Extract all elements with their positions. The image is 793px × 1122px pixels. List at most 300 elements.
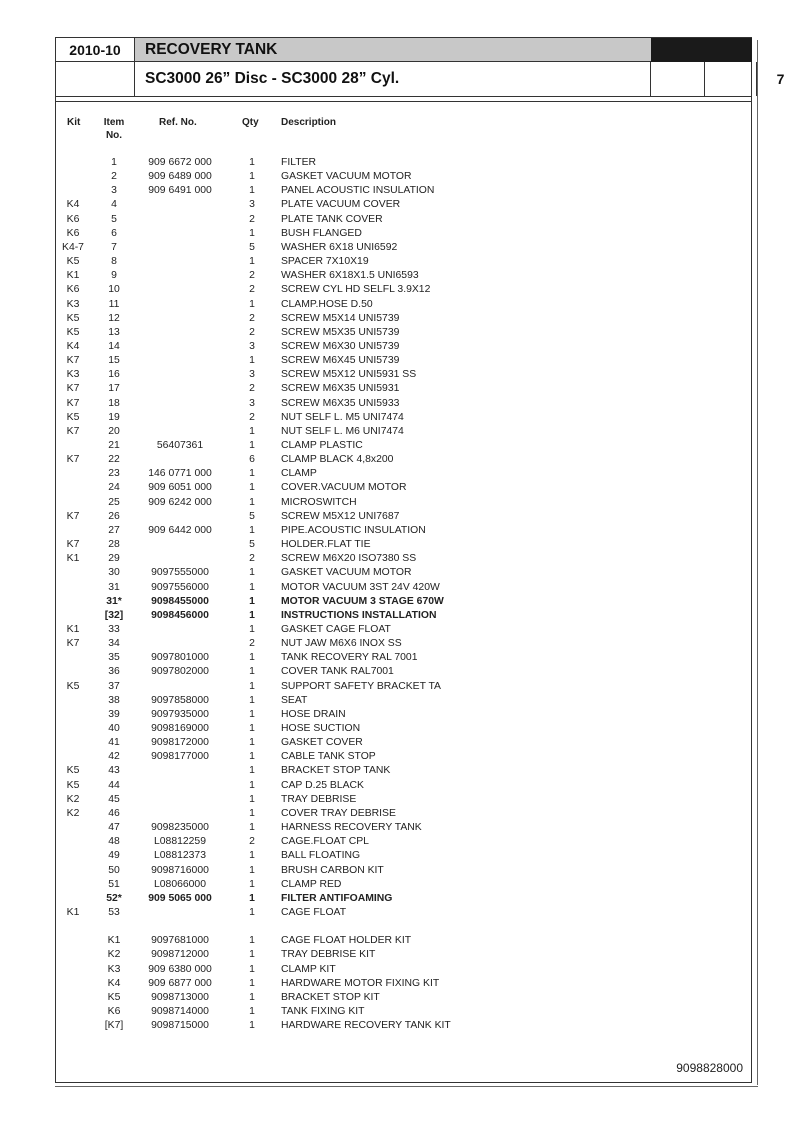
cell-desc: CAGE FLOAT xyxy=(281,906,347,918)
cell-qty: 2 xyxy=(249,312,255,324)
cell-item: 4 xyxy=(111,199,117,211)
cell-desc: BALL FLOATING xyxy=(281,850,361,862)
cell-ref: 56407361 xyxy=(156,440,204,451)
cell-desc: GASKET CAGE FLOAT xyxy=(281,623,391,635)
cell-qty: 2 xyxy=(249,213,255,225)
cell-desc: CAGE FLOAT HOLDER KIT xyxy=(281,935,412,947)
cell-item: 25 xyxy=(108,496,120,508)
cell-ref: 9098235000 xyxy=(151,822,209,834)
table-row xyxy=(0,849,793,863)
cell-qty: 1 xyxy=(249,609,255,621)
cell-desc: MICROSWITCH xyxy=(281,496,357,508)
cell-qty: 1 xyxy=(249,666,255,678)
cell-qty: 3 xyxy=(249,369,255,381)
cell-ref: 909 6380 000 xyxy=(148,963,212,975)
table-row xyxy=(0,241,793,255)
section-title: RECOVERY TANK xyxy=(135,38,651,62)
cell-item: K5 xyxy=(107,991,121,1003)
cell-qty: 1 xyxy=(249,793,255,805)
cell-qty: 2 xyxy=(249,326,255,338)
cell-desc: NUT SELF L. M5 UNI7474 xyxy=(281,411,404,423)
table-row xyxy=(0,170,793,184)
cell-item: 44 xyxy=(108,779,120,791)
cell-item: 37 xyxy=(108,680,120,692)
model-title: SC3000 26” Disc - SC3000 28” Cyl. xyxy=(135,62,651,96)
table-row xyxy=(0,779,793,793)
cell-item: 19 xyxy=(108,411,120,423)
cell-item: 49 xyxy=(108,850,120,862)
cell-ref: 909 6491 000 xyxy=(148,185,212,197)
table-row xyxy=(0,892,793,906)
cell-qty: 1 xyxy=(249,892,255,904)
cell-item: 34 xyxy=(108,638,120,650)
table-row xyxy=(0,198,793,212)
cell-item: 13 xyxy=(108,326,120,338)
cell-desc: INSTRUCTIONS INSTALLATION xyxy=(281,609,437,621)
cell-item: K6 xyxy=(107,1006,121,1017)
cell-desc: BUSH FLANGED xyxy=(281,227,362,239)
table-row xyxy=(0,722,793,736)
cell-desc: CLAMP RED xyxy=(281,878,342,890)
cell-kit: K2 xyxy=(66,793,80,805)
cell-item: 38 xyxy=(108,694,120,706)
cell-kit: K3 xyxy=(66,298,80,310)
cell-item: 31* xyxy=(106,595,122,607)
cell-desc: PLATE VACUUM COVER xyxy=(281,199,401,211)
cell-ref: 9097681000 xyxy=(151,935,209,947)
col-head-kit: Kit xyxy=(67,117,81,128)
cell-item: 24 xyxy=(108,482,120,494)
cell-qty: 1 xyxy=(249,765,255,777)
cell-desc: GASKET COVER xyxy=(281,737,363,749)
cell-qty: 1 xyxy=(249,963,255,975)
cell-ref: 9097858000 xyxy=(151,694,209,706)
cell-desc: SCREW M6X35 UNI5931 xyxy=(281,383,400,395)
cell-qty: 1 xyxy=(249,482,255,494)
cell-ref: 9098712000 xyxy=(151,949,209,961)
table-row xyxy=(0,227,793,241)
cell-ref: 9097935000 xyxy=(151,708,209,720)
cell-qty: 2 xyxy=(249,383,255,395)
table-row xyxy=(0,496,793,510)
table-row xyxy=(0,665,793,679)
cell-ref: 9098172000 xyxy=(151,737,209,749)
cell-desc: HARDWARE MOTOR FIXING KIT xyxy=(281,977,440,989)
table-row xyxy=(0,793,793,807)
table-row xyxy=(0,326,793,340)
cell-desc: COVER TRAY DEBRISE xyxy=(281,807,396,819)
cell-qty: 1 xyxy=(249,567,255,579)
cell-ref: 909 5065 000 xyxy=(148,892,212,904)
cell-kit: K5 xyxy=(66,765,80,777)
cell-item: 17 xyxy=(108,383,120,395)
cell-qty: 6 xyxy=(249,454,255,466)
kit-row xyxy=(0,1005,793,1019)
cell-desc: TRAY DEBRISE xyxy=(281,793,357,805)
cell-item: 39 xyxy=(108,708,120,720)
cell-desc: GASKET VACUUM MOTOR xyxy=(281,567,412,579)
cell-item: 22 xyxy=(108,454,120,466)
cell-ref: 9097556000 xyxy=(151,581,209,593)
cell-item: 27 xyxy=(108,524,120,536)
cell-item: 36 xyxy=(108,666,120,678)
cell-item: 35 xyxy=(108,652,120,664)
cell-item: 6 xyxy=(111,227,117,239)
cell-item: 21 xyxy=(108,440,120,451)
cell-desc: TANK RECOVERY RAL 7001 xyxy=(281,652,418,664)
cell-qty: 5 xyxy=(249,510,255,522)
cell-kit: K1 xyxy=(66,623,80,635)
table-row xyxy=(0,467,793,481)
cell-desc: BRACKET STOP KIT xyxy=(281,991,380,1003)
cell-item: 31 xyxy=(108,581,120,593)
table-row xyxy=(0,269,793,283)
kit-row xyxy=(0,1019,793,1033)
cell-kit: K7 xyxy=(66,383,80,395)
table-row xyxy=(0,453,793,467)
col-head-item-line1: Item xyxy=(103,117,125,128)
cell-ref: 9098177000 xyxy=(151,751,209,763)
cell-desc: GASKET VACUUM MOTOR xyxy=(281,171,412,183)
cell-qty: 1 xyxy=(249,751,255,763)
cell-desc: TANK FIXING KIT xyxy=(281,1006,365,1017)
cell-ref: 909 6672 000 xyxy=(148,157,212,168)
cell-kit: K1 xyxy=(66,270,80,282)
cell-qty: 1 xyxy=(249,864,255,876)
col-head-ref: Ref. No. xyxy=(159,117,197,128)
cell-qty: 1 xyxy=(249,595,255,607)
table-row xyxy=(0,694,793,708)
cell-item: 26 xyxy=(108,510,120,522)
cell-item: 2 xyxy=(111,171,117,183)
cell-kit: K5 xyxy=(66,411,80,423)
cell-item: 14 xyxy=(108,340,120,352)
cell-kit: K1 xyxy=(66,906,80,918)
cell-desc: SCREW M6X45 UNI5739 xyxy=(281,355,400,367)
cell-qty: 1 xyxy=(249,185,255,197)
cell-qty: 1 xyxy=(249,906,255,918)
cell-qty: 1 xyxy=(249,694,255,706)
cell-qty: 1 xyxy=(249,623,255,635)
cell-ref: L08812259 xyxy=(153,836,206,848)
cell-kit: K7 xyxy=(66,638,80,650)
cell-qty: 1 xyxy=(249,708,255,720)
table-row xyxy=(0,807,793,821)
cell-ref: 146 0771 000 xyxy=(148,468,212,480)
table-row xyxy=(0,255,793,269)
cell-qty: 1 xyxy=(249,935,255,947)
cell-item: 8 xyxy=(111,256,117,268)
page-number: 7 xyxy=(776,71,785,87)
cell-ref: L08812373 xyxy=(153,850,206,862)
table-row xyxy=(0,524,793,538)
kit-row xyxy=(0,977,793,991)
cell-item: 3 xyxy=(111,185,117,197)
cell-desc: SCREW M5X12 UNI7687 xyxy=(281,510,400,522)
cell-desc: FILTER ANTIFOAMING xyxy=(281,892,393,904)
cell-desc: WASHER 6X18 UNI6592 xyxy=(281,241,398,253)
cell-ref: 909 6489 000 xyxy=(148,171,212,183)
cell-qty: 1 xyxy=(249,581,255,593)
cell-item: K2 xyxy=(107,949,121,961)
cell-qty: 1 xyxy=(249,977,255,989)
cell-qty: 2 xyxy=(249,284,255,296)
cell-kit: K4-7 xyxy=(62,241,84,253)
cell-qty: 2 xyxy=(249,411,255,423)
cell-item: 23 xyxy=(108,468,120,480)
cell-item: 42 xyxy=(108,751,120,763)
cell-item: 45 xyxy=(108,793,120,805)
cell-item: 15 xyxy=(108,355,120,367)
cell-item: 7 xyxy=(111,241,117,253)
cell-desc: HARDWARE RECOVERY TANK KIT xyxy=(281,1020,451,1032)
cell-desc: MOTOR VACUUM 3ST 24V 420W xyxy=(281,581,440,593)
table-row xyxy=(0,538,793,552)
table-row xyxy=(0,623,793,637)
table-row xyxy=(0,552,793,566)
cell-desc: CLAMP.HOSE D.50 xyxy=(281,298,373,310)
cell-kit: K7 xyxy=(66,454,80,466)
cell-qty: 1 xyxy=(249,496,255,508)
table-row xyxy=(0,283,793,297)
cell-desc: MOTOR VACUUM 3 STAGE 670W xyxy=(281,595,444,607)
cell-qty: 1 xyxy=(249,652,255,664)
table-row xyxy=(0,835,793,849)
cell-item: 52* xyxy=(106,892,122,904)
cell-item: 40 xyxy=(108,723,120,734)
cell-desc: SCREW M6X35 UNI5933 xyxy=(281,397,400,409)
cell-qty: 5 xyxy=(249,539,255,551)
table-row xyxy=(0,213,793,227)
cell-qty: 1 xyxy=(249,227,255,239)
table-row xyxy=(0,906,793,920)
cell-kit: K1 xyxy=(66,553,80,565)
cell-qty: 2 xyxy=(249,553,255,565)
cell-item: 46 xyxy=(108,807,120,819)
cell-ref: 909 6242 000 xyxy=(148,496,212,508)
col-head-item-line2: No. xyxy=(105,130,123,141)
cell-desc: TRAY DEBRISE KIT xyxy=(281,949,376,961)
table-row xyxy=(0,312,793,326)
table-row xyxy=(0,651,793,665)
cell-ref: 9097802000 xyxy=(151,666,209,678)
table-row xyxy=(0,481,793,495)
cell-qty: 1 xyxy=(249,737,255,749)
cell-qty: 1 xyxy=(249,524,255,536)
cell-desc: HOLDER.FLAT TIE xyxy=(281,539,371,551)
cell-qty: 2 xyxy=(249,836,255,848)
cell-item: 30 xyxy=(108,567,120,579)
cell-item: 41 xyxy=(108,737,120,749)
cell-kit: K5 xyxy=(66,779,80,791)
cell-desc: PIPE.ACOUSTIC INSULATION xyxy=(281,524,426,536)
col-head-qty: Qty xyxy=(242,117,259,128)
cell-qty: 1 xyxy=(249,991,255,1003)
cell-desc: SPACER 7X10X19 xyxy=(281,256,369,268)
col-head-desc: Description xyxy=(281,117,337,128)
cell-item: 29 xyxy=(108,553,120,565)
table-row xyxy=(0,411,793,425)
cell-desc: SCREW M5X12 UNI5931 SS xyxy=(281,369,417,381)
cell-desc: COVER.VACUUM MOTOR xyxy=(281,482,407,494)
document-number: 9098828000 xyxy=(676,1061,743,1075)
table-row xyxy=(0,425,793,439)
cell-qty: 1 xyxy=(249,425,255,437)
cell-desc: CLAMP BLACK 4,8x200 xyxy=(281,454,394,466)
cell-qty: 1 xyxy=(249,1020,255,1032)
cell-item: [32] xyxy=(104,609,124,621)
cell-item: 18 xyxy=(108,397,120,409)
table-row xyxy=(0,764,793,778)
table-row xyxy=(0,298,793,312)
cell-item: 50 xyxy=(108,864,120,876)
cell-desc: CLAMP PLASTIC xyxy=(281,440,363,451)
cell-kit: K4 xyxy=(66,199,80,211)
table-row xyxy=(0,397,793,411)
cell-desc: WASHER 6X18X1.5 UNI6593 xyxy=(281,270,419,282)
cell-desc: SCREW M6X20 ISO7380 SS xyxy=(281,553,417,565)
cell-desc: SEAT xyxy=(281,694,308,706)
cell-item: 11 xyxy=(108,298,120,310)
cell-kit: K6 xyxy=(66,284,80,296)
cell-ref: L08066000 xyxy=(153,878,206,890)
table-row xyxy=(0,821,793,835)
cell-kit: K5 xyxy=(66,326,80,338)
cell-desc: PLATE TANK COVER xyxy=(281,213,383,225)
cell-ref: 909 6051 000 xyxy=(148,482,212,494)
kit-row xyxy=(0,948,793,962)
cell-item: K1 xyxy=(107,935,121,947)
table-row xyxy=(0,864,793,878)
cell-qty: 1 xyxy=(249,850,255,862)
cell-qty: 1 xyxy=(249,256,255,268)
cell-ref: 9097555000 xyxy=(151,567,209,579)
cell-desc: HOSE DRAIN xyxy=(281,708,346,720)
cell-desc: HOSE SUCTION xyxy=(281,723,361,734)
cell-item: K3 xyxy=(107,963,121,975)
table-row xyxy=(0,878,793,892)
cell-qty: 1 xyxy=(249,807,255,819)
cell-item: 33 xyxy=(108,623,120,635)
cell-ref: 909 6442 000 xyxy=(148,524,212,536)
cell-kit: K7 xyxy=(66,510,80,522)
cell-desc: CABLE TANK STOP xyxy=(281,751,376,763)
cell-qty: 1 xyxy=(249,298,255,310)
cell-desc: CAP D.25 BLACK xyxy=(281,779,364,791)
kit-row xyxy=(0,991,793,1005)
cell-kit: K7 xyxy=(66,539,80,551)
cell-item: 28 xyxy=(108,539,120,551)
cell-item: 16 xyxy=(108,369,120,381)
cell-qty: 2 xyxy=(249,270,255,282)
cell-desc: COVER TANK RAL7001 xyxy=(281,666,394,678)
cell-qty: 1 xyxy=(249,440,255,451)
cell-desc: SCREW M5X35 UNI5739 xyxy=(281,326,400,338)
cell-item: 20 xyxy=(108,425,120,437)
cell-desc: SCREW M5X14 UNI5739 xyxy=(281,312,400,324)
table-row xyxy=(0,680,793,694)
table-row xyxy=(0,510,793,524)
cell-qty: 1 xyxy=(249,468,255,480)
cell-kit: K2 xyxy=(66,807,80,819)
cell-kit: K7 xyxy=(66,355,80,367)
cell-ref: 9098169000 xyxy=(151,723,209,734)
cell-item: 12 xyxy=(108,312,120,324)
cell-desc: PANEL ACOUSTIC INSULATION xyxy=(281,185,435,197)
cell-ref: 9097801000 xyxy=(151,652,209,664)
cell-item: 5 xyxy=(111,213,117,225)
cell-desc: SCREW CYL HD SELFL 3.9X12 xyxy=(281,284,431,296)
cell-desc: SCREW M6X30 UNI5739 xyxy=(281,340,400,352)
table-row xyxy=(0,368,793,382)
cell-qty: 1 xyxy=(249,878,255,890)
cell-item: 9 xyxy=(111,270,117,282)
cell-qty: 3 xyxy=(249,340,255,352)
cell-qty: 1 xyxy=(249,822,255,834)
cell-kit: K6 xyxy=(66,227,80,239)
table-row xyxy=(0,595,793,609)
cell-item: 43 xyxy=(108,765,120,777)
cell-qty: 1 xyxy=(249,157,255,168)
cell-desc: CAGE.FLOAT CPL xyxy=(281,836,369,848)
cell-kit: K6 xyxy=(66,213,80,225)
cell-desc: SUPPORT SAFETY BRACKET TA xyxy=(281,680,441,692)
cell-desc: FILTER xyxy=(281,157,317,168)
cell-item: 1 xyxy=(111,157,117,168)
kit-row xyxy=(0,963,793,977)
cell-ref: 9098713000 xyxy=(151,991,209,1003)
table-row xyxy=(0,439,793,453)
cell-desc: CLAMP KIT xyxy=(281,963,336,975)
cell-item: 47 xyxy=(108,822,120,834)
cell-ref: 9098714000 xyxy=(151,1006,209,1017)
cell-item: K4 xyxy=(107,977,121,989)
cell-item: 51 xyxy=(108,878,120,890)
table-row xyxy=(0,609,793,623)
cell-ref: 9098456000 xyxy=(151,609,209,621)
cell-kit: K5 xyxy=(66,680,80,692)
table-row xyxy=(0,382,793,396)
cell-desc: BRACKET STOP TANK xyxy=(281,765,391,777)
cell-qty: 1 xyxy=(249,171,255,183)
cell-desc: NUT JAW M6X6 INOX SS xyxy=(281,638,402,650)
cell-qty: 1 xyxy=(249,1006,255,1017)
cell-kit: K3 xyxy=(66,369,80,381)
cell-kit: K7 xyxy=(66,425,80,437)
cell-ref: 909 6877 000 xyxy=(148,977,212,989)
table-row xyxy=(0,354,793,368)
cell-ref: 9098455000 xyxy=(151,595,209,607)
cell-ref: 9098715000 xyxy=(151,1020,209,1032)
cell-kit: K7 xyxy=(66,397,80,409)
table-row xyxy=(0,340,793,354)
cell-qty: 5 xyxy=(249,241,255,253)
cell-item: [K7] xyxy=(104,1020,124,1032)
cell-qty: 3 xyxy=(249,199,255,211)
cell-desc: CLAMP xyxy=(281,468,317,480)
table-row xyxy=(0,184,793,198)
table-row xyxy=(0,750,793,764)
cell-item: 53 xyxy=(108,906,120,918)
cell-kit: K4 xyxy=(66,340,80,352)
cell-item: 48 xyxy=(108,836,120,848)
cell-qty: 1 xyxy=(249,680,255,692)
table-row xyxy=(0,566,793,580)
table-row xyxy=(0,637,793,651)
cell-qty: 1 xyxy=(249,723,255,734)
cell-desc: BRUSH CARBON KIT xyxy=(281,864,384,876)
kit-row xyxy=(0,934,793,948)
